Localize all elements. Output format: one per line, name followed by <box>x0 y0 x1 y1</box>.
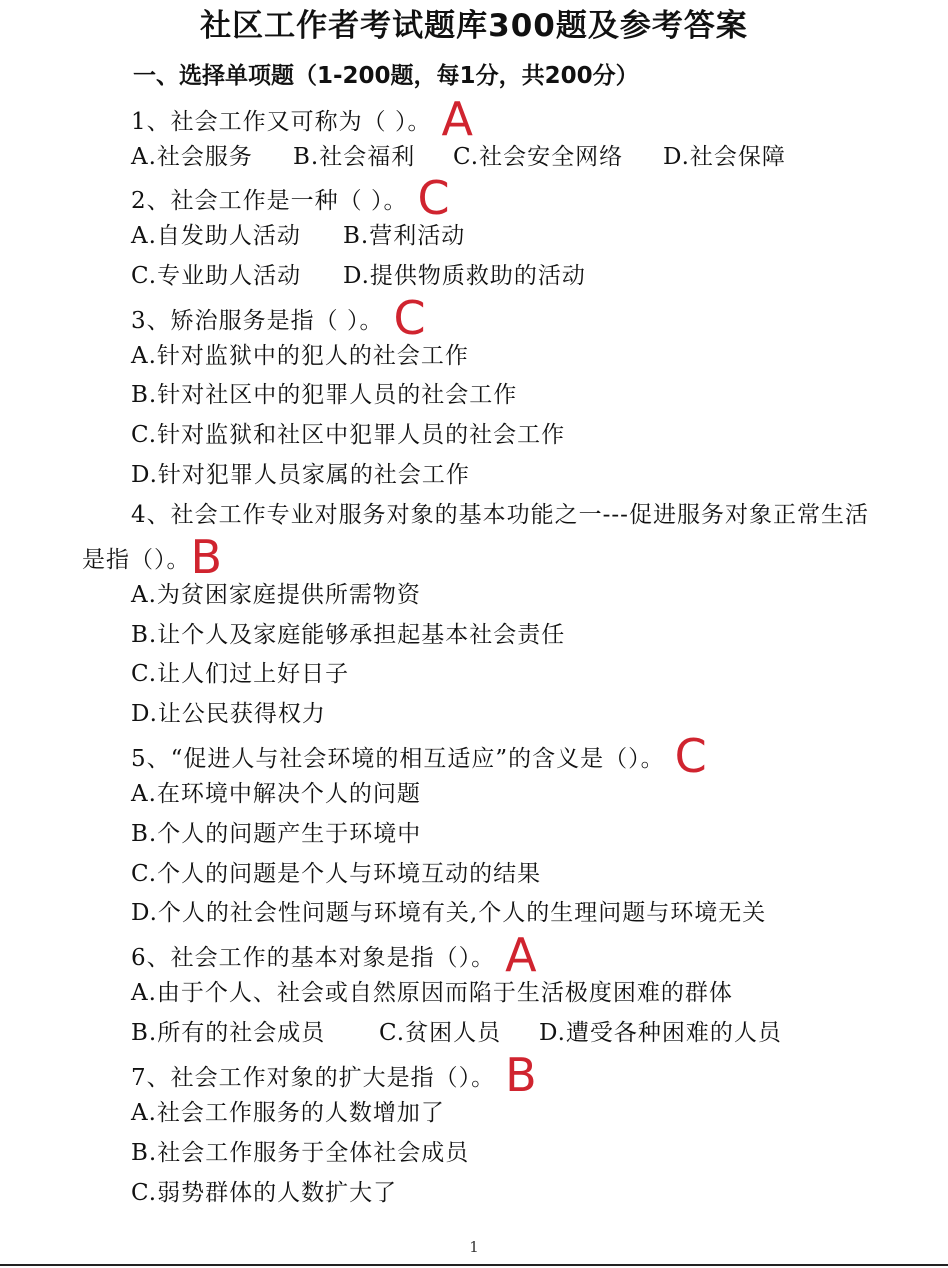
option: A.针对监狱中的犯人的社会工作 <box>131 343 469 369</box>
option: A.自发助人活动 <box>131 223 301 249</box>
answer-mark: C <box>417 171 451 225</box>
option: C.针对监狱和社区中犯罪人员的社会工作 <box>131 422 566 448</box>
option: B.针对社区中的犯罪人员的社会工作 <box>131 382 518 408</box>
option: D.提供物质救助的活动 <box>343 263 586 289</box>
answer-mark: B <box>190 530 224 584</box>
option: C.让人们过上好日子 <box>131 661 350 687</box>
question-stem: 5、“促进人与社会环境的相互适应”的含义是（）。 C <box>131 729 708 783</box>
question-stem: 7、社会工作对象的扩大是指（）。 B <box>131 1048 538 1102</box>
document-title: 社区工作者考试题库300题及参考答案 <box>200 8 748 44</box>
option: B.社会福利 <box>293 144 416 170</box>
answer-mark: B <box>505 1048 538 1102</box>
answer-mark: C <box>674 729 708 783</box>
question-stem: 4、社会工作专业对服务对象的基本功能之一---促进服务对象正常生活 <box>131 502 869 528</box>
option: B.让个人及家庭能够承担起基本社会责任 <box>131 622 566 648</box>
option: C.贫困人员 <box>379 1020 502 1046</box>
answer-mark: A <box>441 92 474 146</box>
option: B.个人的问题产生于环境中 <box>131 821 422 847</box>
option-row <box>131 258 586 294</box>
option: A.由于个人、社会或自然原因而陷于生活极度困难的群体 <box>131 980 733 1006</box>
option-row <box>131 139 786 175</box>
option: A.社会工作服务的人数增加了 <box>131 1100 445 1126</box>
question-stem: 3、矫治服务是指（ ）。 C <box>131 291 427 345</box>
option-row <box>131 218 465 254</box>
option: C.弱势群体的人数扩大了 <box>131 1180 398 1206</box>
option: B.营利活动 <box>343 223 466 249</box>
answer-mark: A <box>505 928 538 982</box>
bottom-divider <box>0 1264 948 1266</box>
option: D.针对犯罪人员家属的社会工作 <box>131 462 470 488</box>
option: A.社会服务 <box>131 144 253 170</box>
answer-mark: C <box>393 291 427 345</box>
option: C.个人的问题是个人与环境互动的结果 <box>131 861 542 887</box>
option: C.社会安全网络 <box>453 144 624 170</box>
section-heading: 一、选择单项题（1-200题，每1分，共200分） <box>133 63 639 89</box>
question-stem-continued: 是指（）。B <box>82 530 224 584</box>
question-stem: 6、社会工作的基本对象是指（）。 A <box>131 928 538 982</box>
question-stem: 2、社会工作是一种（ ）。 C <box>131 171 451 225</box>
option: C.专业助人活动 <box>131 263 302 289</box>
option: A.在环境中解决个人的问题 <box>131 781 421 807</box>
option: B.社会工作服务于全体社会成员 <box>131 1140 470 1166</box>
option: D.社会保障 <box>663 144 786 170</box>
option: B.所有的社会成员 <box>131 1020 326 1046</box>
option: D.让公民获得权力 <box>131 701 326 727</box>
option: D.遭受各种困难的人员 <box>539 1020 782 1046</box>
question-stem: 1、社会工作又可称为（ ）。 A <box>131 92 474 146</box>
page-number: 1 <box>469 1238 479 1256</box>
option: A.为贫困家庭提供所需物资 <box>131 582 421 608</box>
option: D.个人的社会性问题与环境有关,个人的生理问题与环境无关 <box>131 900 767 926</box>
option-row <box>131 1015 782 1051</box>
